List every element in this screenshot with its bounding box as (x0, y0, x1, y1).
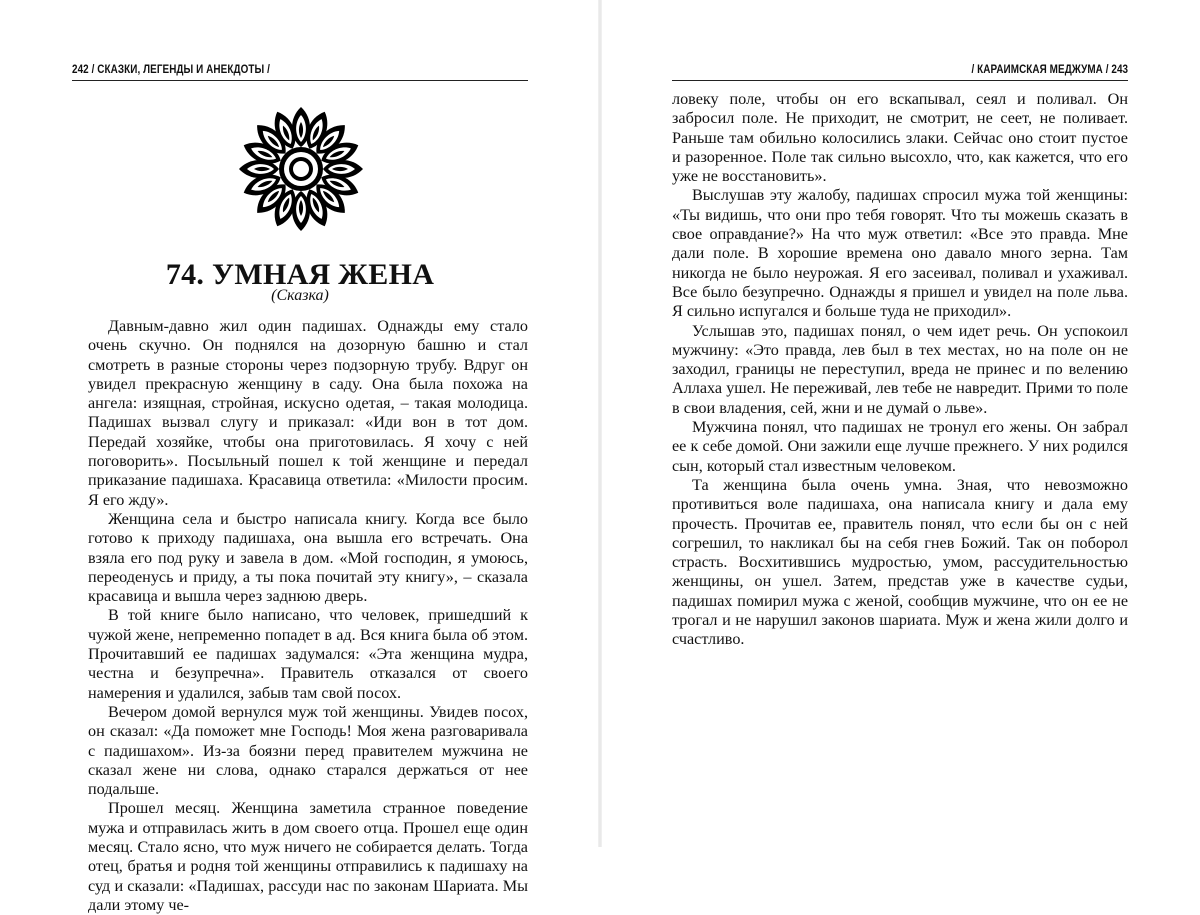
right-page (600, 0, 1200, 847)
right-running-header: / КАРАИМСКАЯ МЕДЖУМА / 243 (971, 64, 1128, 76)
flower-rosette-icon (236, 104, 366, 234)
paragraph: Женщина села и быстро написала книгу. Когда все было готово к приходу падишаха, она вышла его встречать. Она взяла его под руку и завела в дом. «Мой господин, я умоюсь, переоденусь и приду, а ты пока почитай эту книгу», – сказала красавица и вышла через заднюю дверь. (88, 509, 528, 606)
paragraph: Давным-давно жил один падишах. Однажды ему стало очень скучно. Он поднялся на дозорную башню и стал смотреть в разные стороны через подзорную трубу. Вдруг он увидел прекрасную женщину в саду. Она была похожа на ангела: изящная, стройная, искусно одетая, – такая молодица. Падишах вызвал слугу и приказал: «Иди вон в тот дом. Передай хозяйке, чтобы она приготовилась. Я хочу с ней поговорить». Посыльный пошел к той женщине и передал приказание падишаха. Красавица ответила: «Милости просим. Я его жду». (88, 317, 528, 509)
paragraph: ловеку поле, чтобы он его вскапывал, сеял и поливал. Он забросил поле. Не приходит, не смотрит, не сеет, не поливает. Раньше там обильно колосились злаки. Сейчас оно стоит пустое и разоренное. Поле так сильно высохло, что, как кажется, что его уже не восстановить». (672, 90, 1128, 186)
paragraph: Услышав это, падишах понял, о чем идет речь. Он успокоил мужчину: «Это правда, лев был в тех местах, но на поле он не заходил, границы не переступил, вреда не принес и по велению Аллаха ушел. Не переживай, лев тебе не навредит. Прими то поле в свои владения, сей, жни и не думай о льве». (672, 321, 1128, 417)
paragraph: Мужчина понял, что падишах не тронул его жены. Он забрал ее к себе домой. Они зажили еще лучше прежнего. У них родился сын, который стал известным человеком. (672, 418, 1128, 475)
left-header-rule (72, 80, 528, 81)
left-running-header: 242 / СКАЗКИ, ЛЕГЕНДЫ И АНЕКДОТЫ / (72, 64, 270, 76)
paragraph: Выслушав эту жалобу, падишах спросил мужа той женщины: «Ты видишь, что они про тебя говорят. Что ты можешь сказать в свое оправдание?» На что муж ответил: «Все это правда. Мне дали поле. В хорошие времена оно давало много зерна. Там никогда не было неурожая. Я его засеивал, поливал и ухаживал. Все было безупречно. Однажды я пришел и увидел на поле льва. Я сильно испугался и больше туда не приходил». (672, 186, 1128, 321)
story-genre: (Сказка) (271, 287, 329, 304)
story-title: 74. УМНАЯ ЖЕНА (165, 258, 435, 291)
left-page (0, 0, 600, 914)
paragraph: Та женщина была очень умна. Зная, что невозможно противиться воле падишаха, она написала книгу и дала ему прочесть. Прочитав ее, правитель понял, что если бы он с ней согрешил, то накликал бы на себя гнев Божий. Так он поборол страсть. Восхитившись мудростью, умом, рассудительностью женщины, он ушел. Затем, представ уже в качестве судьи, падишах помирил мужа с женой, сообщив мужчине, что он ее не трогал и не нарушил законов шариата. Муж и жена жили долго и счастливо. (672, 475, 1128, 649)
right-header-rule (672, 80, 1128, 81)
paragraph: Прошел месяц. Женщина заметила странное поведение мужа и отправилась жить в дом своего отца. Прошел еще один месяц. Стало ясно, что муж ничего не собирается делать. Тогда отец, братья и родня той женщины отправились к падишаху на суд и сказали: «Падишах, рассуди нас по законам Шариата. Мы дали этому че- (88, 799, 528, 914)
right-body-text (672, 90, 1128, 650)
paragraph: В той книге было написано, что человек, пришедший к чужой жене, непременно попадет в ад. Вся книга была об этом. Прочитавший ее падишах задумался: «Эта женщина мудра, честна и безупречна». Правитель отказался от своего намерения и удалился, забыв там свой посох. (88, 606, 528, 702)
left-body-text (88, 317, 528, 915)
paragraph: Вечером домой вернулся муж той женщины. Увидев посох, он сказал: «Да поможет мне Господь! Моя жена разговаривала с падишахом». Из-за боязни перед правителем мужчина не сказал жене ни слова, однако старался держаться от нее подальше. (88, 702, 528, 799)
